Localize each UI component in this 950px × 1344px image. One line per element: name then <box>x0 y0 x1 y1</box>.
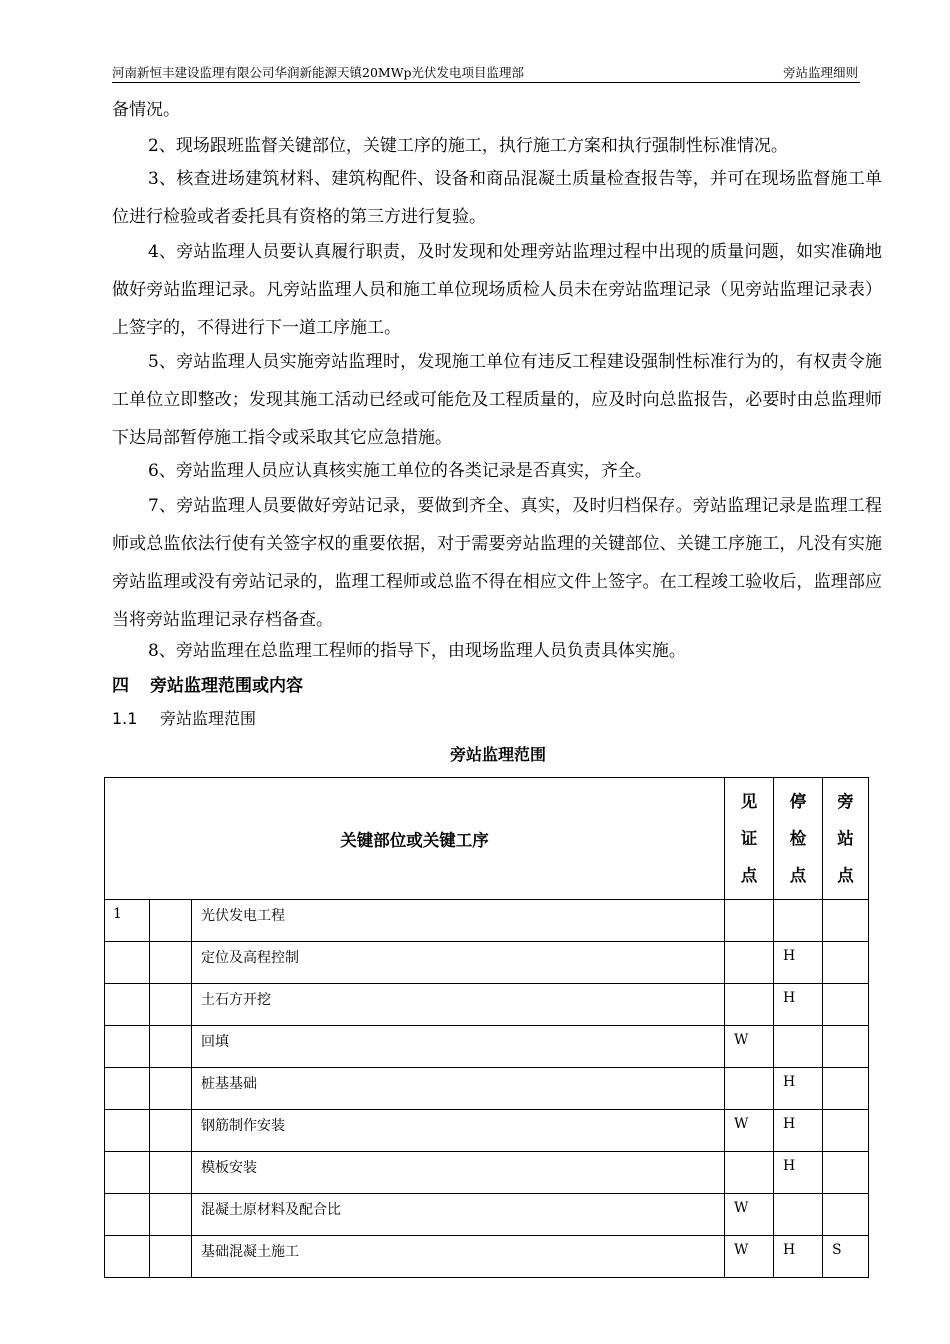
row-witness: W <box>725 1194 774 1236</box>
row-hold: H <box>774 1110 823 1152</box>
row-side <box>823 984 869 1026</box>
row-witness <box>725 942 774 984</box>
table-row <box>105 1194 869 1236</box>
paragraph-item-8: 8、旁站监理在总监理工程师的指导下，由现场监理人员负责具体实施。 <box>148 641 686 661</box>
row-side: S <box>823 1236 869 1278</box>
row-side <box>823 1026 869 1068</box>
paragraph-item-3: 3、核查进场建筑材料、建筑构配件、设备和商品混凝土质量检查报告等，并可在现场监督施工单位进行检验或者委托具有资格的第三方进行复验。 <box>112 169 882 227</box>
row-witness <box>725 984 774 1026</box>
row-item: 钢筋制作安装 <box>192 1110 725 1152</box>
row-item: 定位及高程控制 <box>192 942 725 984</box>
paragraph-item-2: 2、现场跟班监督关键部位，关键工序的施工，执行施工方案和执行强制性标准情况。 <box>148 136 788 156</box>
paragraph-continuation: 备情况。 <box>112 100 180 120</box>
header-key-part: 关键部位或关键工序 <box>105 778 725 900</box>
row-item: 模板安装 <box>192 1152 725 1194</box>
table-row <box>105 900 869 942</box>
header-witness-point: 见 证 点 <box>725 778 774 900</box>
row-witness: W <box>725 1026 774 1068</box>
row-number <box>105 1236 150 1278</box>
table-caption: 旁站监理范围 <box>449 745 546 764</box>
header-organization: 河南新恒丰建设监理有限公司华润新能源天镇20MWp光伏发电项目监理部 <box>112 65 525 80</box>
table-row <box>105 1152 869 1194</box>
row-number <box>105 1026 150 1068</box>
paragraph-item-4: 4、旁站监理人员要认真履行职责，及时发现和处理旁站监理过程中出现的质量问题，如实准确地做好旁站监理记录。凡旁站监理人员和施工单位现场质检人员未在旁站监理记录（见旁站监理记录表）上签字的，不得进行下一道工序施工。 <box>112 242 882 338</box>
row-hold: H <box>774 1236 823 1278</box>
header-doc-title: 旁站监理细则 <box>782 65 858 80</box>
paragraph-item-7: 7、旁站监理人员要做好旁站记录，要做到齐全、真实，及时归档保存。旁站监理记录是监理工程师或总监依法行使有关签字权的重要依据，对于需要旁站监理的关键部位、关键工序施工，凡没有实施旁站监理或没有旁站记录的，监理工程师或总监不得在相应文件上签字。在工程竣工验收后，监理部应当将旁站监理记录存档备查。 <box>112 496 882 630</box>
section-heading <box>112 675 303 697</box>
subsection-heading <box>112 708 256 730</box>
row-number: 1 <box>105 900 150 942</box>
row-number <box>105 1110 150 1152</box>
row-item: 基础混凝土施工 <box>192 1236 725 1278</box>
row-item: 光伏发电工程 <box>192 900 725 942</box>
row-item: 桩基基础 <box>192 1068 725 1110</box>
table-row <box>105 984 869 1026</box>
row-side <box>823 1194 869 1236</box>
row-item: 土石方开挖 <box>192 984 725 1026</box>
row-number <box>105 942 150 984</box>
row-witness <box>725 1152 774 1194</box>
row-side <box>823 1110 869 1152</box>
row-side <box>823 1152 869 1194</box>
table-row <box>105 1236 869 1278</box>
row-hold <box>774 1026 823 1068</box>
row-hold: H <box>774 1068 823 1110</box>
paragraph-item-6: 6、旁站监理人员应认真核实施工单位的各类记录是否真实，齐全。 <box>148 461 652 481</box>
page-header <box>112 66 860 83</box>
subsection-title: 旁站监理范围 <box>160 709 257 728</box>
row-number <box>105 1068 150 1110</box>
row-hold <box>774 1194 823 1236</box>
table-row <box>105 1026 869 1068</box>
row-hold: H <box>774 1152 823 1194</box>
row-side <box>823 942 869 984</box>
table-row <box>105 1110 869 1152</box>
table-row <box>105 942 869 984</box>
section-number: 四 <box>112 676 129 696</box>
row-side <box>823 900 869 942</box>
row-hold <box>774 900 823 942</box>
paragraph-item-5: 5、旁站监理人员实施旁站监理时，发现施工单位有违反工程建设强制性标准行为的，有权责令施工单位立即整改；发现其施工活动已经或可能危及工程质量的，应及时向总监报告，必要时由总监理师下达局部暂停施工指令或采取其它应急措施。 <box>112 352 882 448</box>
row-witness: W <box>725 1236 774 1278</box>
row-item: 混凝土原材料及配合比 <box>192 1194 725 1236</box>
table-row <box>105 1068 869 1110</box>
row-witness: W <box>725 1110 774 1152</box>
section-title: 旁站监理范围或内容 <box>150 676 303 696</box>
row-witness <box>725 900 774 942</box>
row-hold: H <box>774 984 823 1026</box>
row-number <box>105 1152 150 1194</box>
header-side-station-point: 旁 站 点 <box>823 778 869 900</box>
row-item: 回填 <box>192 1026 725 1068</box>
header-hold-point: 停 检 点 <box>774 778 823 900</box>
row-witness <box>725 1068 774 1110</box>
table-header-row <box>105 778 869 900</box>
row-number <box>105 984 150 1026</box>
scope-table <box>104 777 869 1278</box>
subsection-number: 1.1 <box>112 709 138 728</box>
row-hold: H <box>774 942 823 984</box>
row-number <box>105 1194 150 1236</box>
row-side <box>823 1068 869 1110</box>
